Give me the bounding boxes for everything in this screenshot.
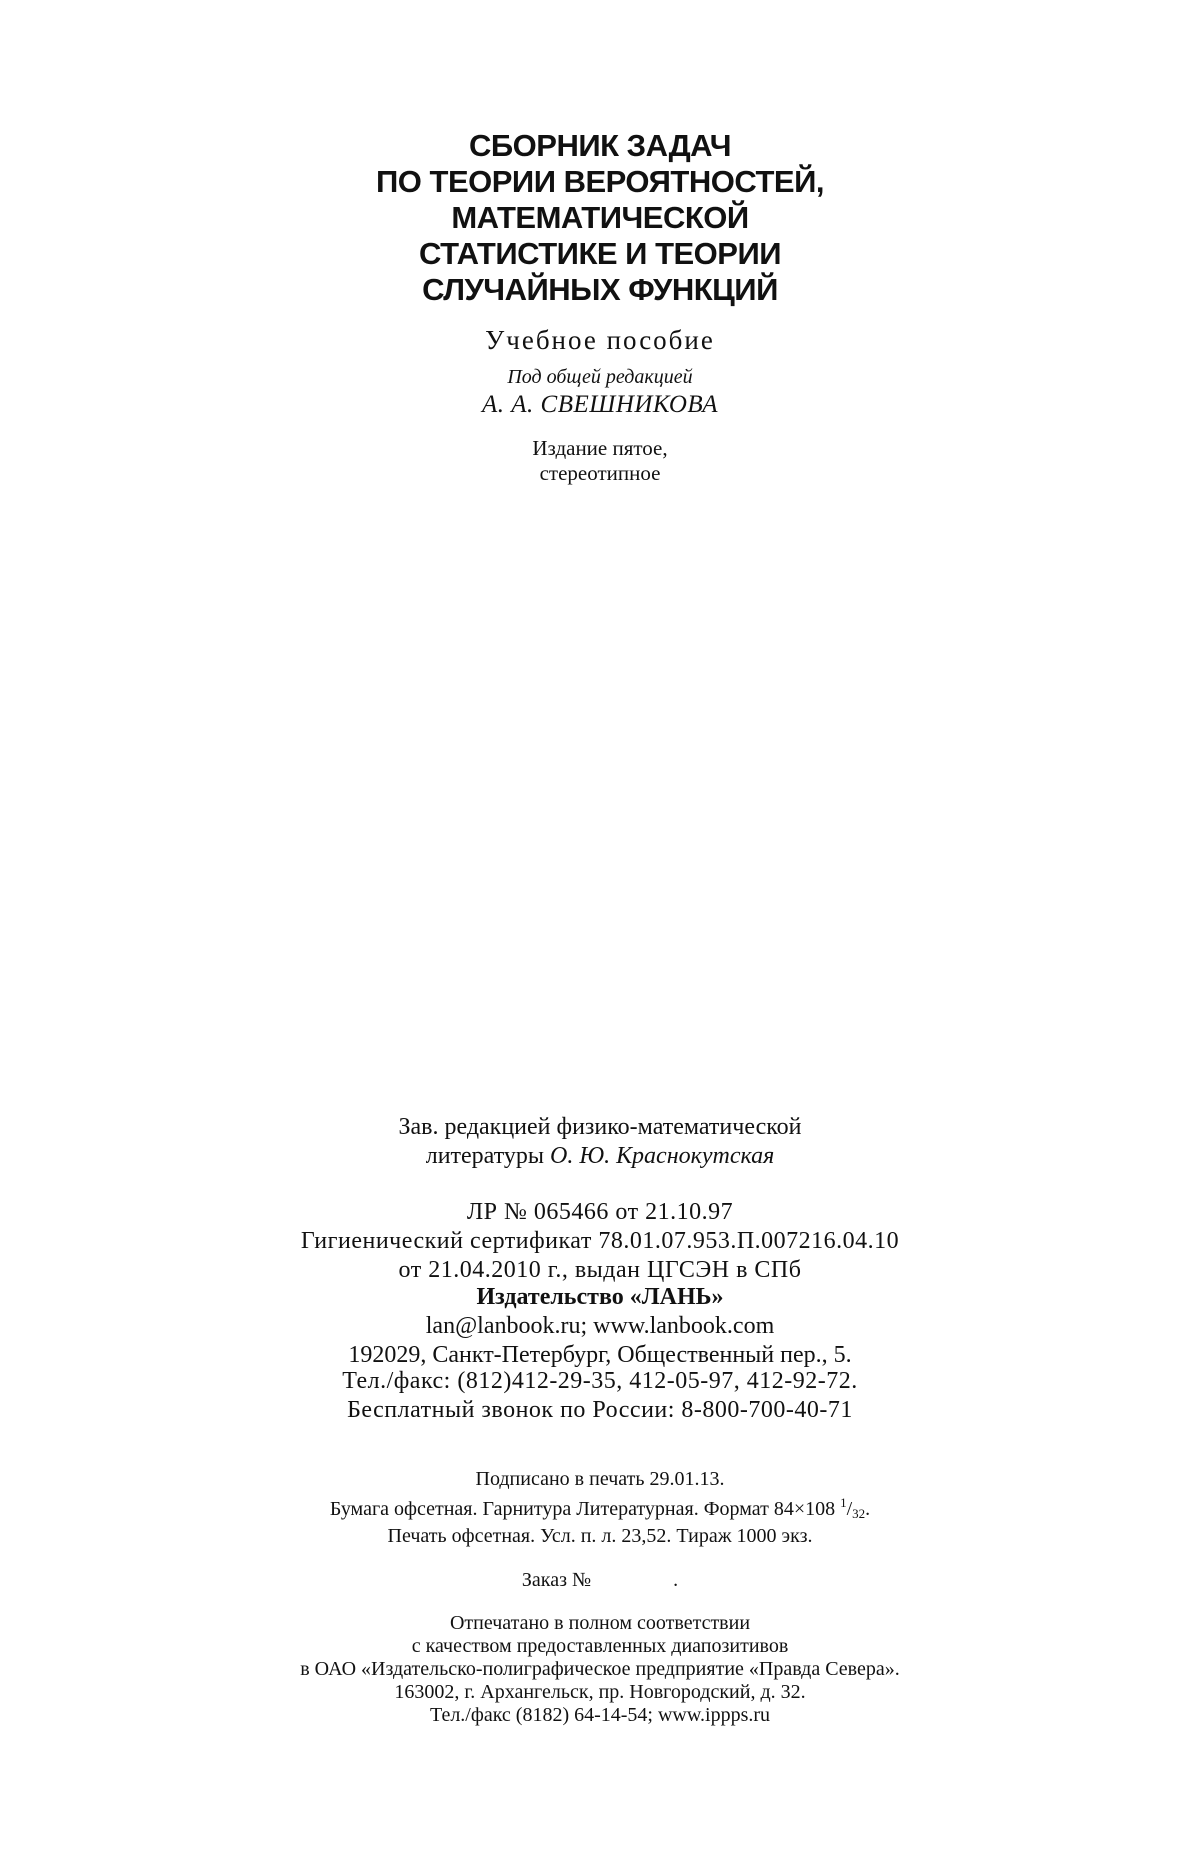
edition-line: стереотипное — [539, 461, 661, 485]
editorial-head-name: О. Ю. Краснокутская — [550, 1143, 775, 1169]
publisher-phone: Тел./факс: (812)412-29-35, 412-05-97, 412-92-72. — [342, 1368, 858, 1394]
publisher-block — [0, 1283, 1200, 1370]
paper-format-text: Бумага офсетная. Гарнитура Литературная. Формат 84×108 — [329, 1498, 841, 1520]
printer-contacts: Тел./факс (8182) 64-14-54; www.ippps.ru — [429, 1704, 771, 1726]
book-title-line: ПО ТЕОРИИ ВЕРОЯТНОСТЕЙ, — [376, 164, 824, 199]
order-number — [0, 1569, 1200, 1592]
publisher-name: Издательство «ЛАНЬ» — [476, 1284, 724, 1310]
order-end: . — [673, 1569, 679, 1591]
book-subtitle: Учебное пособие — [485, 325, 715, 355]
format-fraction-denominator: 32 — [852, 1506, 866, 1521]
edition-info — [0, 436, 1200, 486]
license-number: ЛР № 065466 от 21.10.97 — [466, 1199, 734, 1225]
phone-block — [0, 1367, 1200, 1425]
printer-line: с качеством предоставленных диапозитивов — [411, 1635, 789, 1657]
book-title-line: СТАТИСТИКЕ И ТЕОРИИ — [418, 236, 782, 271]
editorial-credit-line: Зав. редакцией физико-математической — [398, 1114, 802, 1140]
paper-format-end: . — [865, 1498, 871, 1520]
license-block — [0, 1198, 1200, 1285]
editor-caption: Под общей редакцией — [507, 366, 693, 388]
certificate-line: от 21.04.2010 г., выдан ЦГСЭН в СПб — [398, 1257, 802, 1283]
certificate-line: Гигиенический сертификат 78.01.07.953.П.007216.04.10 — [300, 1228, 900, 1254]
format-fraction-slash: / — [846, 1498, 853, 1520]
printer-info — [0, 1612, 1200, 1727]
paper-format — [0, 1491, 1200, 1525]
editorial-credit — [0, 1113, 1200, 1171]
printer-line: Отпечатано в полном соответствии — [449, 1612, 751, 1634]
order-label: Заказ № — [521, 1569, 592, 1591]
book-title — [0, 128, 1200, 308]
book-title-line: СБОРНИК ЗАДАЧ — [468, 128, 731, 163]
printer-address: 163002, г. Архангельск, пр. Новгородский, д. 32. — [394, 1681, 806, 1703]
book-title-line: МАТЕМАТИЧЕСКОЙ — [451, 200, 749, 235]
publisher-hotline: Бесплатный звонок по России: 8-800-700-40-71 — [347, 1397, 853, 1423]
publisher-address: 192029, Санкт-Петербург, Общественный пер., 5. — [348, 1342, 852, 1368]
editorial-credit-line — [0, 1142, 1200, 1171]
publisher-contacts: lan@lanbook.ru; www.lanbook.com — [425, 1313, 775, 1339]
signed-date: Подписано в печать 29.01.13. — [475, 1468, 725, 1490]
format-fraction-numerator: 1 — [840, 1495, 847, 1510]
print-details — [0, 1468, 1200, 1548]
editorial-credit-prefix: литературы — [425, 1143, 551, 1169]
edition-line: Издание пятое, — [532, 436, 668, 460]
book-title-line: СЛУЧАЙНЫХ ФУНКЦИЙ — [422, 272, 778, 307]
printer-line: в ОАО «Издательско-полиграфическое предприятие «Правда Севера». — [300, 1658, 900, 1680]
print-run: Печать офсетная. Усл. п. л. 23,52. Тираж 1000 экз. — [387, 1525, 813, 1547]
editor-name: А. А. СВЕШНИКОВА — [481, 391, 718, 418]
